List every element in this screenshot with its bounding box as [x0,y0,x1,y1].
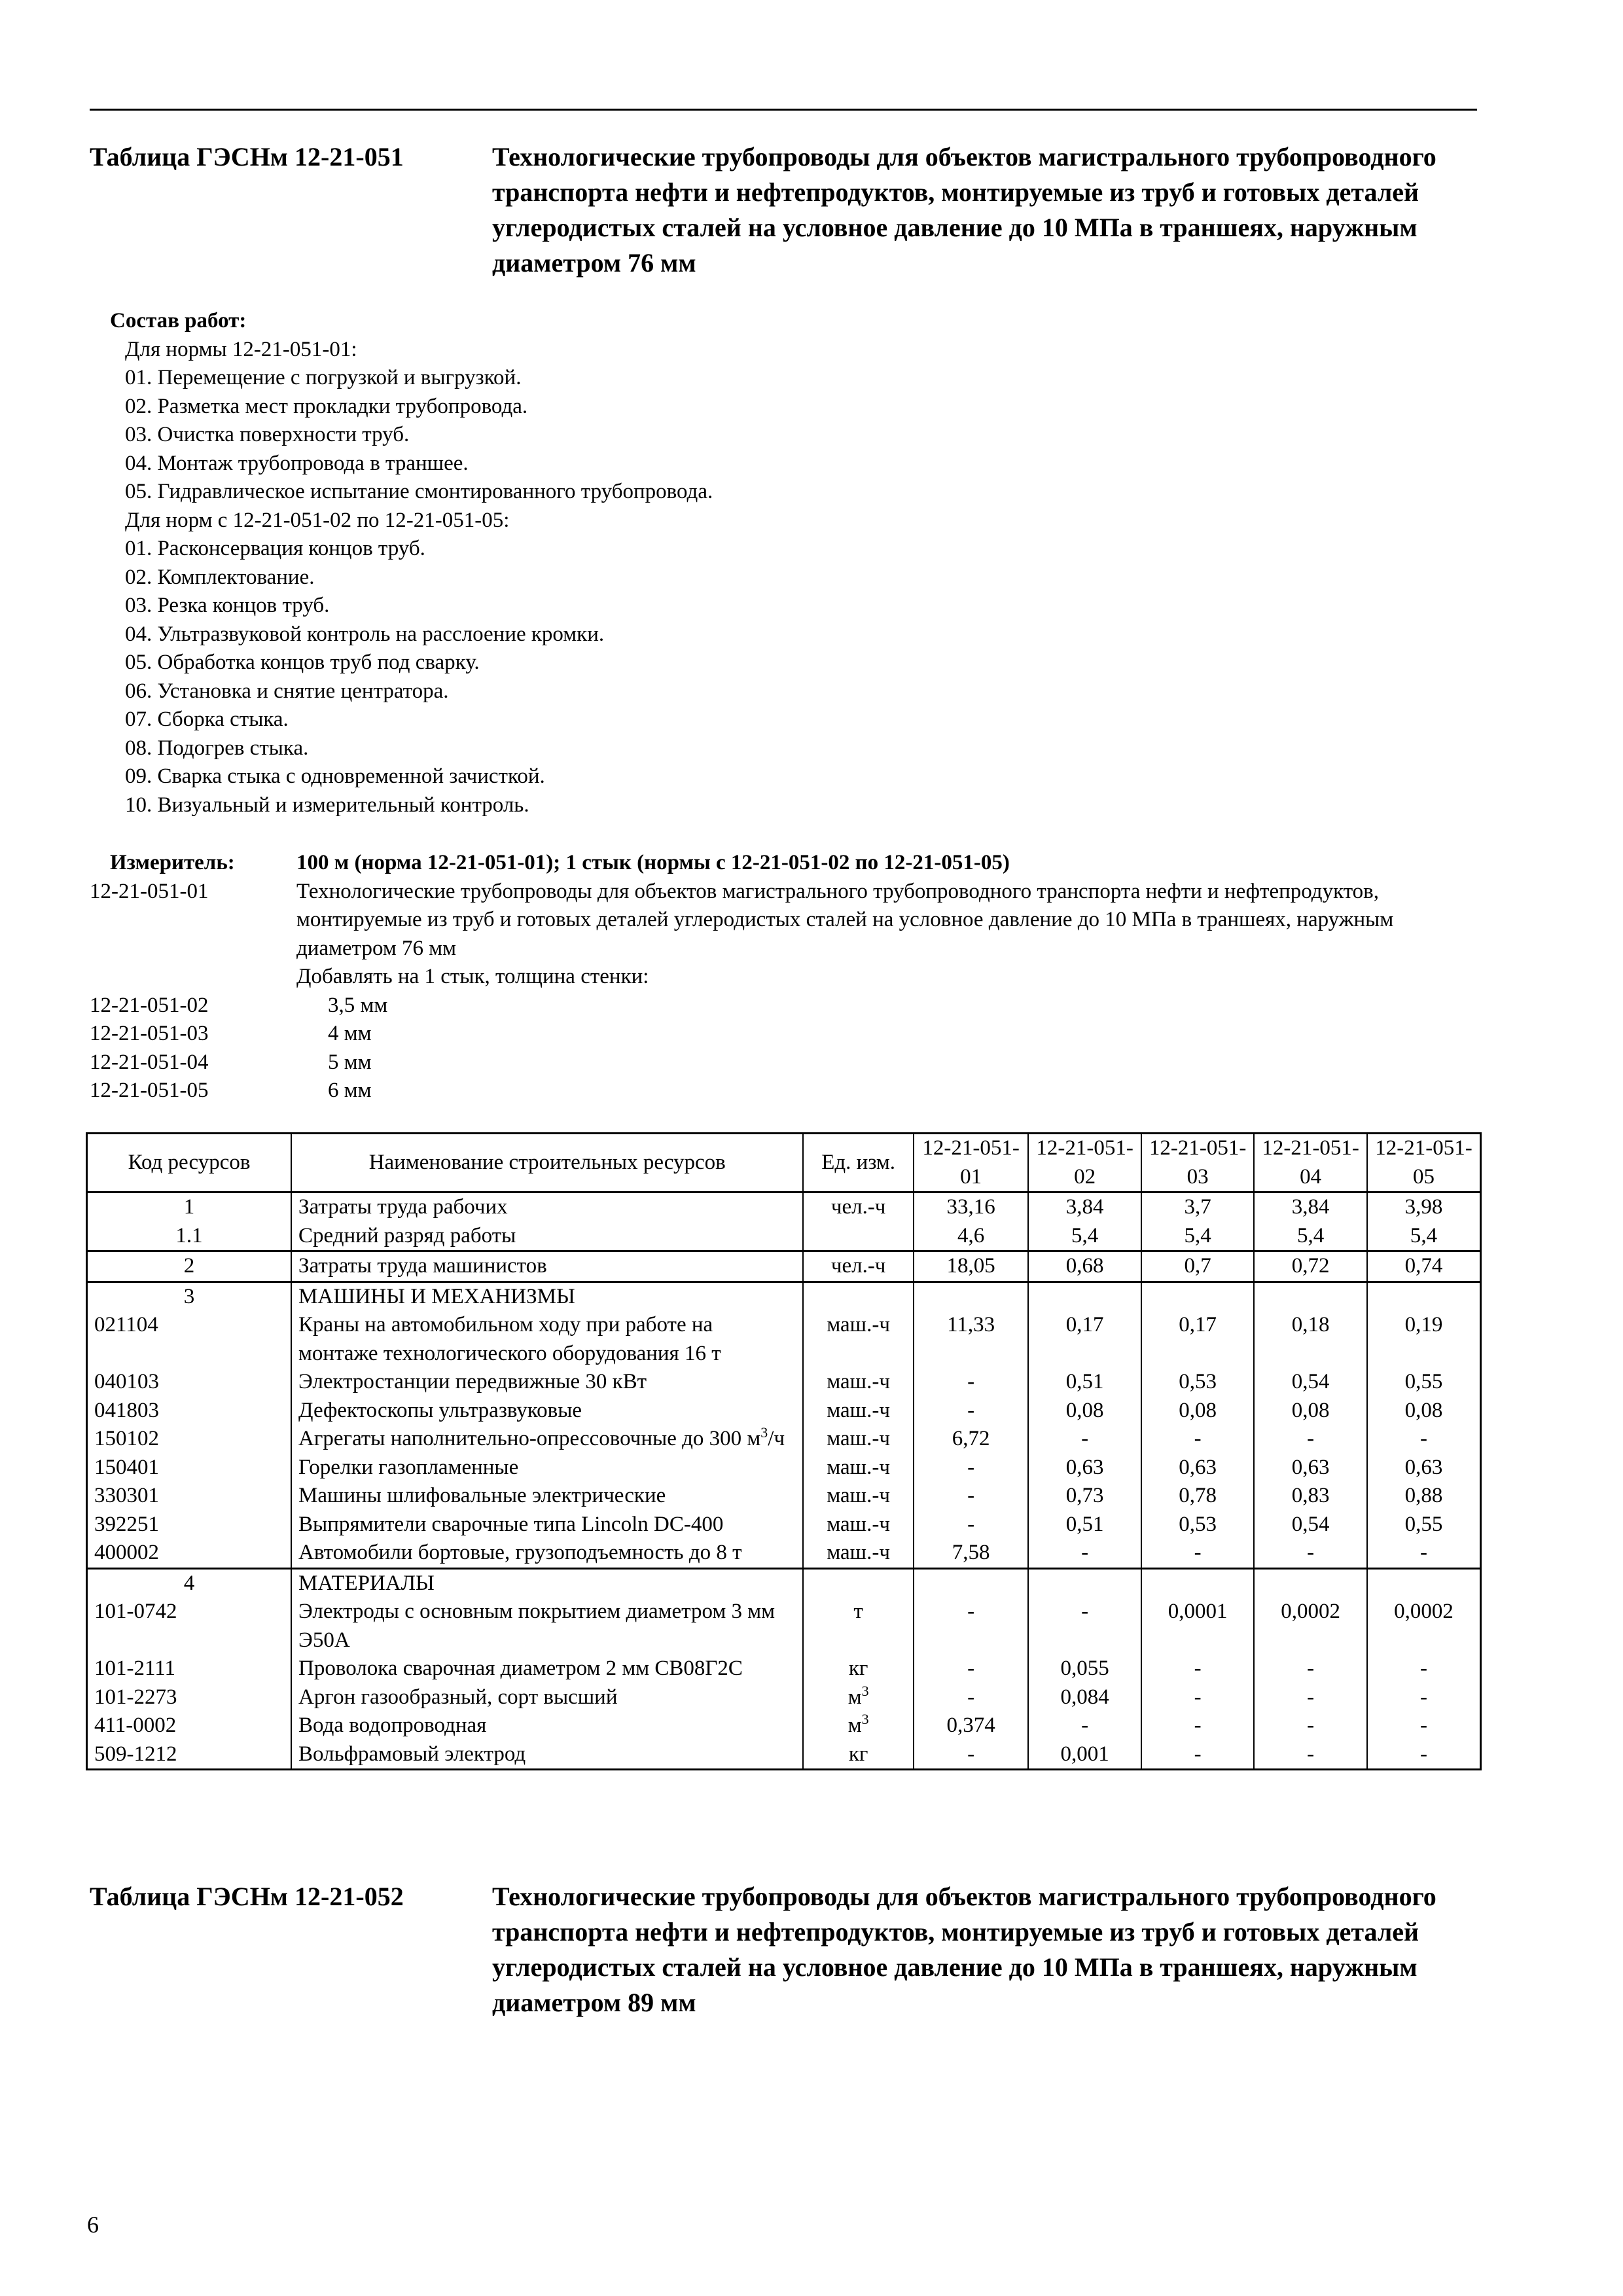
page-number: 6 [87,2212,99,2238]
work-item: 05. Обработка концов труб под сварку. [125,651,480,674]
resource-name [291,1539,803,1568]
norm-value: - [914,1368,1029,1397]
unit-text: м [847,1685,862,1709]
resource-unit [803,1568,913,1598]
norm-value: 0,08 [1254,1397,1367,1426]
table-row [87,1222,1481,1251]
resource-code: 392251 [87,1511,292,1539]
table-row [87,1740,1481,1770]
norm-value: 18,05 [914,1251,1029,1282]
table1-heading [90,139,1484,281]
header-unit: Ед. изм. [803,1134,913,1193]
resource-code: 150401 [87,1454,292,1482]
norm-value: 0,001 [1028,1740,1141,1770]
norm-value: - [1141,1655,1255,1683]
work-item: 03. Очистка поверхности труб. [125,423,410,446]
table-row [87,1568,1481,1598]
norm-value: 0,72 [1254,1251,1367,1282]
resource-name [291,1740,803,1770]
norm-value: 0,63 [1254,1454,1367,1482]
norm-value: - [1367,1712,1481,1740]
resource-unit [803,1712,913,1740]
resource-code: 509-1212 [87,1740,292,1770]
header-norm-1: 12-21-051-01 [914,1134,1029,1193]
norm-value: - [1254,1425,1367,1454]
resource-name-text: Затраты труда рабочих [298,1195,508,1219]
norm-value: 0,55 [1367,1511,1481,1539]
superscript: 3 [861,1711,869,1727]
resource-name-text: Средний разряд работы [298,1223,516,1247]
resource-name-text: МАТЕРИАЛЫ [298,1571,435,1595]
resource-code: 3 [87,1282,292,1311]
resource-name [291,1454,803,1482]
measure-item [90,1049,1484,1077]
norm-value: 0,78 [1141,1482,1255,1511]
norm-value: - [1367,1683,1481,1712]
norm-value: 0,08 [1028,1397,1141,1426]
norm-value: - [1254,1683,1367,1712]
resource-name [291,1655,803,1683]
work-item: Для норм с 12-21-051-02 по 12-21-051-05: [125,508,510,532]
unit-text: маш.-ч [827,1455,890,1479]
resource-code: 1 [87,1193,292,1222]
work-item: 04. Ультразвуковой контроль на расслоение кромки. [125,622,605,646]
norm-value: 11,33 [914,1311,1029,1368]
resource-name [291,1712,803,1740]
norm-value: - [1254,1655,1367,1683]
resource-unit [803,1454,913,1482]
table-header-row [87,1134,1481,1193]
norm-value: 5,4 [1141,1222,1255,1251]
norm-value: 0,53 [1141,1368,1255,1397]
resource-unit [803,1598,913,1655]
resource-name [291,1282,803,1311]
resource-name [291,1598,803,1655]
norm-value: 0,63 [1141,1454,1255,1482]
resource-name-text: Электроды с основным покрытием диаметром 3 мм Э50А [298,1600,775,1652]
norm-value: - [1367,1740,1481,1770]
norm-value: 3,7 [1141,1193,1255,1222]
unit-text: кг [848,1657,868,1680]
add-note: Добавлять на 1 стык, толщина стенки: [296,965,649,988]
norm-value: 33,16 [914,1193,1029,1222]
work-item: 01. Расконсервация концов труб. [125,537,425,560]
measure-item-code: 12-21-051-04 [90,1050,209,1074]
resource-name-text: Агрегаты наполнительно-опрессовочные до 300 м [298,1427,761,1450]
norm-value: 0,51 [1028,1368,1141,1397]
work-item: 03. Резка концов труб. [125,594,330,617]
resource-code: 4 [87,1568,292,1598]
norm-value: 0,68 [1028,1251,1141,1282]
resource-code: 1.1 [87,1222,292,1251]
resource-name-text: Аргон газообразный, сорт высший [298,1685,618,1709]
header-code: Код ресурсов [87,1134,292,1193]
norm-value: 3,98 [1367,1193,1481,1222]
resource-unit [803,1282,913,1311]
unit-text: кг [848,1742,868,1766]
norm-value: - [1141,1712,1255,1740]
table-row [87,1251,1481,1282]
measure-item-value: 5 мм [328,1050,372,1074]
norm-value: 0,17 [1141,1311,1255,1368]
norm-value: 7,58 [914,1539,1029,1568]
norm-value: 0,0002 [1254,1598,1367,1655]
measure-item-value: 6 мм [328,1079,372,1102]
measure-item [90,1077,1484,1105]
norm-value: 0,7 [1141,1251,1255,1282]
resource-name-text: Проволока сварочная диаметром 2 мм СВ08Г2С [298,1657,743,1680]
measure-item-code: 12-21-051-05 [90,1079,209,1102]
norm-value: - [914,1511,1029,1539]
unit-text: маш.-ч [827,1512,890,1536]
norm-value: 0,17 [1028,1311,1141,1368]
table-row [87,1598,1481,1655]
unit-text: чел.-ч [830,1254,886,1278]
norm-value [1367,1568,1481,1598]
measure-item [90,1020,1484,1049]
norm-value: - [1367,1539,1481,1568]
unit-text: маш.-ч [827,1427,890,1450]
norm-value [1254,1568,1367,1598]
resource-code: 150102 [87,1425,292,1454]
table2-code: Таблица ГЭСНм 12-21-052 [90,1882,404,1911]
norm-value: - [914,1740,1029,1770]
resource-name [291,1425,803,1454]
norm-value: 0,51 [1028,1511,1141,1539]
work-composition-list [110,336,713,820]
norm-value: 0,0002 [1367,1598,1481,1655]
resource-name [291,1311,803,1368]
norm-value: - [1141,1425,1255,1454]
norm-value [1141,1568,1255,1598]
norm-value: 0,74 [1367,1251,1481,1282]
resource-code: 101-0742 [87,1598,292,1655]
unit-text: маш.-ч [827,1541,890,1564]
norm-value: 0,08 [1367,1397,1481,1426]
unit-text: маш.-ч [827,1313,890,1336]
norm-value [914,1282,1029,1311]
resource-unit [803,1683,913,1712]
table-row [87,1397,1481,1426]
norm-value: 0,54 [1254,1511,1367,1539]
norm-value: - [914,1482,1029,1511]
header-name: Наименование строительных ресурсов [291,1134,803,1193]
resource-unit [803,1740,913,1770]
norm-value: 4,6 [914,1222,1029,1251]
norm-value: 0,084 [1028,1683,1141,1712]
table-row [87,1193,1481,1222]
table-row [87,1511,1481,1539]
norm-code: 12-21-051-01 [90,879,209,903]
norm-value: - [1254,1740,1367,1770]
table-row [87,1712,1481,1740]
table-row [87,1539,1481,1568]
work-item: 10. Визуальный и измерительный контроль. [125,793,529,817]
work-item: 07. Сборка стыка. [125,708,289,731]
measure-label: Измеритель: [110,851,235,874]
resource-name-text: Вольфрамовый электрод [298,1742,526,1766]
work-item: 01. Перемещение с погрузкой и выгрузкой. [125,366,522,389]
norm-value: 5,4 [1254,1222,1367,1251]
resource-unit [803,1193,913,1222]
resource-name [291,1397,803,1426]
norm-value: - [1141,1740,1255,1770]
resource-name-text: Горелки газопламенные [298,1455,519,1479]
unit-text: т [853,1600,863,1623]
norm-value: 0,0001 [1141,1598,1255,1655]
measure-item-code: 12-21-051-02 [90,993,209,1017]
norm-value: 3,84 [1254,1193,1367,1222]
unit-text: чел.-ч [830,1195,886,1219]
resource-unit [803,1425,913,1454]
norm-value: - [1028,1425,1141,1454]
work-item: 06. Установка и снятие центратора. [125,679,449,703]
resource-unit [803,1511,913,1539]
resource-code: 330301 [87,1482,292,1511]
resources-table [86,1132,1482,1770]
resource-code: 041803 [87,1397,292,1426]
resource-code: 101-2111 [87,1655,292,1683]
header-norm-4: 12-21-051-04 [1254,1134,1367,1193]
norm-value: 0,374 [914,1712,1029,1740]
norm-value: 0,63 [1028,1454,1141,1482]
resource-code: 021104 [87,1311,292,1368]
norm-value: - [914,1598,1029,1655]
superscript: 3 [861,1682,869,1699]
norm-value: - [1254,1712,1367,1740]
resource-unit [803,1397,913,1426]
measure-item [90,992,1484,1020]
norm-value: 0,19 [1367,1311,1481,1368]
norm-text: Технологические трубопроводы для объектов магистрального трубопроводного транспорта нефти и нефтепродуктов, монтируемые из труб и готовых деталей углеродистых сталей на условное давление до 10 МПа в траншеях, наружным диаметром 76 мм [296,879,1394,960]
resource-name [291,1683,803,1712]
resource-code: 400002 [87,1539,292,1568]
table2-title: Технологические трубопроводы для объектов магистрального трубопроводного транспорта нефти и нефтепродуктов, монтируемые из труб и готовых деталей углеродистых сталей на условное давление до 10 МПа в траншеях, наружным диаметром 89 мм [492,1882,1436,2017]
norm-value [1028,1568,1141,1598]
work-composition [110,307,713,819]
table-row [87,1368,1481,1397]
work-item: Для нормы 12-21-051-01: [125,337,357,361]
resource-unit [803,1368,913,1397]
norm-value: - [1367,1425,1481,1454]
norm-value: 5,4 [1028,1222,1141,1251]
table2-heading [90,1879,1484,2020]
table-row [87,1655,1481,1683]
resource-code: 2 [87,1251,292,1282]
work-item: 08. Подогрев стыка. [125,736,309,760]
norm-value: - [1367,1655,1481,1683]
unit-text: маш.-ч [827,1484,890,1507]
header-norm-5: 12-21-051-05 [1367,1134,1481,1193]
measure-item-code: 12-21-051-03 [90,1022,209,1045]
resource-name-text: Электростанции передвижные 30 кВт [298,1370,647,1393]
norm-value: - [1141,1539,1255,1568]
resource-unit [803,1311,913,1368]
norm-value: 0,63 [1367,1454,1481,1482]
unit-text: маш.-ч [827,1398,890,1422]
measure-item-value: 4 мм [328,1022,372,1045]
norm-value [1028,1282,1141,1311]
resource-name [291,1193,803,1222]
norm-value: 0,55 [1367,1368,1481,1397]
resource-code: 411-0002 [87,1712,292,1740]
measure-block [90,849,1484,1105]
top-rule [90,109,1477,111]
norm-value [1367,1282,1481,1311]
measure-item-value: 3,5 мм [328,993,388,1017]
table-row [87,1425,1481,1454]
work-item: 09. Сварка стыка с одновременной зачисткой. [125,764,545,788]
resource-unit [803,1655,913,1683]
resource-name-text: Вода водопроводная [298,1713,487,1737]
norm-value: 0,54 [1254,1368,1367,1397]
resource-name-text: Выпрямители сварочные типа Lincoln DC-400 [298,1512,724,1536]
norm-value: - [914,1397,1029,1426]
unit-text: маш.-ч [827,1370,890,1393]
norm-value [914,1568,1029,1598]
norm-value: - [1028,1539,1141,1568]
norm-value: - [1254,1539,1367,1568]
resource-name [291,1251,803,1282]
resource-unit [803,1539,913,1568]
table-row [87,1482,1481,1511]
resource-code: 040103 [87,1368,292,1397]
resource-name-text: МАШИНЫ И МЕХАНИЗМЫ [298,1284,575,1308]
norm-value: 0,88 [1367,1482,1481,1511]
table-row [87,1282,1481,1311]
norm-value [1254,1282,1367,1311]
resource-name [291,1222,803,1251]
resource-name-text: Краны на автомобильном ходу при работе на монтаже технологического оборудования 16 т [298,1313,721,1365]
resource-name [291,1568,803,1598]
norm-value: 0,53 [1141,1511,1255,1539]
work-item: 04. Монтаж трубопровода в траншее. [125,451,469,475]
norm-value: - [914,1655,1029,1683]
header-norm-3: 12-21-051-03 [1141,1134,1255,1193]
resource-name [291,1368,803,1397]
table1-code: Таблица ГЭСНм 12-21-051 [90,142,404,171]
norm-value: - [1141,1683,1255,1712]
superscript: 3 [760,1424,768,1441]
measure-value: 100 м (норма 12-21-051-01); 1 стык (нормы с 12-21-051-02 по 12-21-051-05) [296,851,1010,874]
norm-value: 0,08 [1141,1397,1255,1426]
norm-value: - [1028,1598,1141,1655]
resource-code: 101-2273 [87,1683,292,1712]
norm-value: 0,73 [1028,1482,1141,1511]
table-row [87,1683,1481,1712]
norm-value: 0,18 [1254,1311,1367,1368]
resource-unit [803,1251,913,1282]
resource-name-text: Машины шлифовальные электрические [298,1484,666,1507]
norm-value: - [914,1683,1029,1712]
resource-name-tail: /ч [768,1427,785,1450]
unit-text: м [847,1713,862,1737]
norm-value: 6,72 [914,1425,1029,1454]
norm-value [1141,1282,1255,1311]
table-row [87,1454,1481,1482]
norm-value: 0,055 [1028,1655,1141,1683]
table-row [87,1311,1481,1368]
resource-name-text: Затраты труда машинистов [298,1254,547,1278]
resource-unit [803,1222,913,1251]
norm-value: - [914,1454,1029,1482]
norm-value: - [1028,1712,1141,1740]
resource-name-text: Дефектоскопы ультразвуковые [298,1398,582,1422]
table1-title: Технологические трубопроводы для объектов магистрального трубопроводного транспорта нефти и нефтепродуктов, монтируемые из труб и готовых деталей углеродистых сталей на условное давление до 10 МПа в траншеях, наружным диаметром 76 мм [492,142,1436,278]
norm-value: 5,4 [1367,1222,1481,1251]
resource-name [291,1511,803,1539]
resource-name [291,1482,803,1511]
resource-name-text: Автомобили бортовые, грузоподъемность до 8 т [298,1541,742,1564]
work-item: 02. Комплектование. [125,565,315,589]
norm-value: 3,84 [1028,1193,1141,1222]
header-norm-2: 12-21-051-02 [1028,1134,1141,1193]
resource-unit [803,1482,913,1511]
work-item: 05. Гидравлическое испытание смонтированного трубопровода. [125,480,713,503]
work-composition-header: Состав работ: [110,309,247,332]
norm-value: 0,83 [1254,1482,1367,1511]
work-item: 02. Разметка мест прокладки трубопровода. [125,394,528,418]
